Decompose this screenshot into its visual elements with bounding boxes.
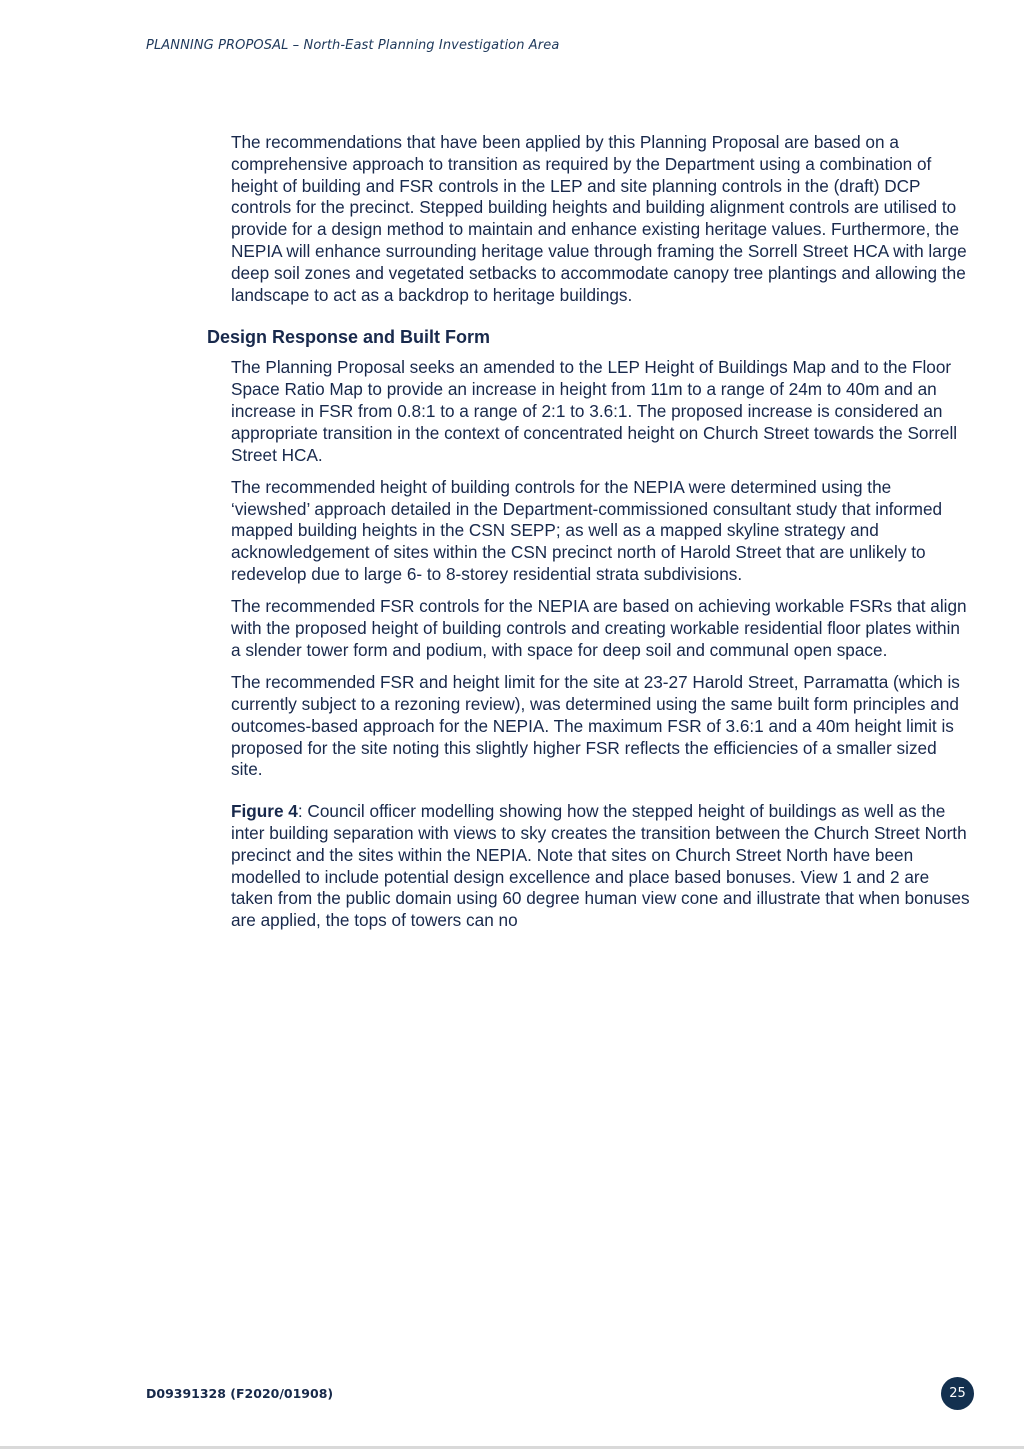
page-body	[207, 132, 971, 943]
figure-caption-text: : Council officer modelling showing how the stepped height of buildings as well as the inter building separation with views to sky creates the transition between the Church Street North precinct and the sites within the NEPIA. Note that sites on Church Street North have been modelled to include potential design excellence and place based bonuses. View 1 and 2 are taken from the public domain using 60 degree human view cone and illustrate that when bonuses are applied, the tops of towers can no	[231, 801, 970, 931]
figure-label: Figure 4	[231, 801, 298, 822]
section-heading: Design Response and Built Form	[207, 327, 491, 348]
paragraph-harold-street-site: The recommended FSR and height limit for the site at 23-27 Harold Street, Parramatta (which is currently subject to a rezoning review), was determined using the same built form principles and outcomes-based approach for the NEPIA. The maximum FSR of 3.6:1 and a 40m height limit is proposed for the site noting this slightly higher FSR reflects the efficiencies of a smaller sized site.	[231, 672, 960, 780]
figure-caption	[231, 801, 971, 932]
intro-paragraph: The recommendations that have been applied by this Planning Proposal are based on a comprehensive approach to transition as required by the Department using a combination of height of building and FSR controls in the LEP and site planning controls in the (draft) DCP controls for the precinct. Stepped building heights and building alignment controls are utilised to provide for a design method to maintain and enhance existing heritage values. Furthermore, the NEPIA will enhance surrounding heritage value through framing the Sorrell Street HCA with large deep soil zones and vegetated setbacks to accommodate canopy tree plantings and allowing the landscape to act as a backdrop to heritage buildings.	[231, 132, 967, 305]
footer-document-reference: D09391328 (F2020/01908)	[146, 1386, 334, 1401]
paragraph-height-fsr-increase: The Planning Proposal seeks an amended to the LEP Height of Buildings Map and to the Floor Space Ratio Map to provide an increase in height from 11m to a range of 24m to 40m and an increase in FSR from 0.8:1 to a range of 2:1 to 3.6:1. The proposed increase is considered an appropriate transition in the context of concentrated height on Church Street towards the Sorrell Street HCA.	[231, 357, 958, 465]
running-header: PLANNING PROPOSAL – North-East Planning Investigation Area	[146, 38, 560, 53]
page-number-badge: 25	[941, 1377, 974, 1410]
paragraph-height-controls: The recommended height of building controls for the NEPIA were determined using the ‘viewshed’ approach detailed in the Department-commissioned consultant study that informed mapped building heights in the CSN SEPP; as well as a mapped skyline strategy and acknowledgement of sites within the CSN precinct north of Harold Street that are unlikely to redevelop due to large 6- to 8-storey residential strata subdivisions.	[231, 476, 943, 585]
paragraph-fsr-controls: The recommended FSR controls for the NEPIA are based on achieving workable FSRs that align with the proposed height of building controls and creating workable residential floor plates within a slender tower form and podium, with space for deep soil and communal open space.	[231, 596, 967, 660]
